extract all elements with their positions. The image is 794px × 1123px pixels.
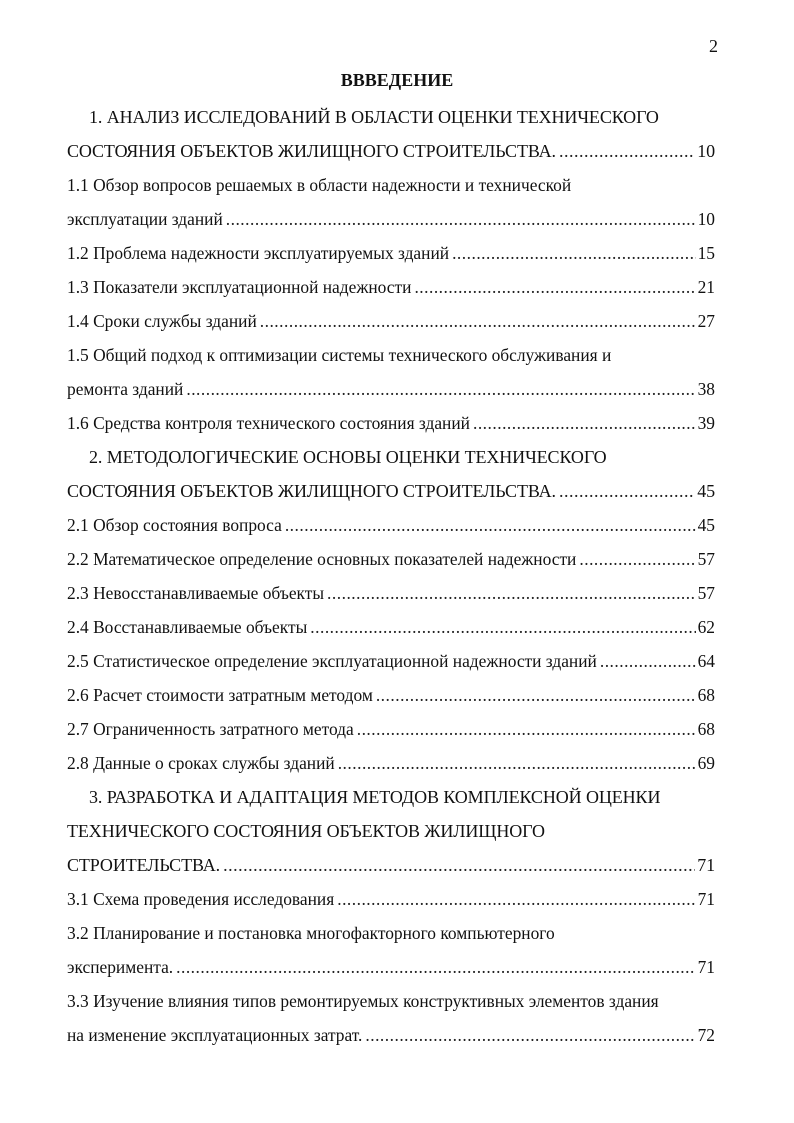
page-ref: 45 <box>697 515 715 535</box>
page-ref: 57 <box>697 583 715 603</box>
page-ref: 68 <box>697 685 715 705</box>
leader-dots <box>186 372 695 406</box>
section-1-1-entry <box>67 202 715 236</box>
section-2-7-entry <box>67 712 715 746</box>
page-ref: 71 <box>697 957 715 977</box>
section-2-3-entry <box>67 576 715 610</box>
chapter-2-entry <box>67 474 715 508</box>
page-ref: 10 <box>697 209 715 229</box>
chapter-1-title-line2: СОСТОЯНИЯ ОБЪЕКТОВ ЖИЛИЩНОГО СТРОИТЕЛЬСТВА. <box>67 141 556 161</box>
section-2-1-entry <box>67 508 715 542</box>
leader-dots <box>176 950 695 984</box>
page-ref: 45 <box>697 481 715 501</box>
page-ref: 69 <box>697 753 715 773</box>
chapter-3-title-line3: СТРОИТЕЛЬСТВА. <box>67 855 221 875</box>
chapter-2-title-line1: 2. МЕТОДОЛОГИЧЕСКИЕ ОСНОВЫ ОЦЕНКИ ТЕХНИЧЕСКОГО <box>89 447 607 467</box>
section-1-5-entry <box>67 372 715 406</box>
section-3-3-line1: 3.3 Изучение влияния типов ремонтируемых конструктивных элементов здания <box>67 991 659 1011</box>
section-3-2-line2: эксперимента. <box>67 957 174 977</box>
page-ref: 72 <box>697 1025 715 1045</box>
page-ref: 15 <box>697 243 715 263</box>
section-1-6-entry <box>67 406 715 440</box>
section-1-2-title: 1.2 Проблема надежности эксплуатируемых зданий <box>67 243 450 263</box>
page-ref: 39 <box>697 413 715 433</box>
chapter-2-title-line2: СОСТОЯНИЯ ОБЪЕКТОВ ЖИЛИЩНОГО СТРОИТЕЛЬСТВА. <box>67 481 556 501</box>
leader-dots <box>414 270 695 304</box>
leader-dots <box>338 746 696 780</box>
page-ref: 21 <box>697 277 715 297</box>
section-2-6-title: 2.6 Расчет стоимости затратным методом <box>67 685 373 705</box>
leader-dots <box>357 712 696 746</box>
page-ref: 64 <box>697 651 715 671</box>
section-3-3-line2: на изменение эксплуатационных затрат. <box>67 1025 363 1045</box>
section-2-5-entry <box>67 644 715 678</box>
section-2-4-title: 2.4 Восстанавливаемые объекты <box>67 617 308 637</box>
leader-dots <box>327 576 696 610</box>
section-3-3-entry <box>67 1018 715 1052</box>
section-2-5-title: 2.5 Статистическое определение эксплуатационной надежности зданий <box>67 651 597 671</box>
section-1-1-line2: эксплуатации зданий <box>67 209 223 229</box>
section-2-2-title: 2.2 Математическое определение основных показателей надежности <box>67 549 577 569</box>
page-ref: 62 <box>697 617 715 637</box>
page-ref: 10 <box>697 141 715 161</box>
section-1-5-line1: 1.5 Общий подход к оптимизации системы технического обслуживания и <box>67 345 612 365</box>
section-1-5-line2: ремонта зданий <box>67 379 184 399</box>
section-1-6-title: 1.6 Средства контроля технического состояния зданий <box>67 413 470 433</box>
page-number: 2 <box>709 36 718 56</box>
leader-dots <box>579 542 695 576</box>
leader-dots <box>559 134 695 168</box>
page-ref: 57 <box>697 549 715 569</box>
page-ref: 71 <box>697 855 715 875</box>
leader-dots <box>473 406 696 440</box>
leader-dots <box>260 304 696 338</box>
chapter-3-entry <box>67 848 715 882</box>
section-1-1-line1: 1.1 Обзор вопросов решаемых в области надежности и технической <box>67 175 572 195</box>
leader-dots <box>376 678 696 712</box>
section-2-8-title: 2.8 Данные о сроках службы зданий <box>67 753 335 773</box>
section-1-3-title: 1.3 Показатели эксплуатационной надежности <box>67 277 412 297</box>
section-3-2-entry <box>67 950 715 984</box>
leader-dots <box>285 508 696 542</box>
section-2-4-entry <box>67 610 715 644</box>
page-ref: 68 <box>697 719 715 739</box>
leader-dots <box>600 644 696 678</box>
leader-dots <box>223 848 695 882</box>
section-2-8-entry <box>67 746 715 780</box>
chapter-3-title-line2: ТЕХНИЧЕСКОГО СОСТОЯНИЯ ОБЪЕКТОВ ЖИЛИЩНОГО <box>67 821 545 841</box>
chapter-1-entry <box>67 134 715 168</box>
leader-dots <box>365 1018 695 1052</box>
leader-dots <box>337 882 695 916</box>
section-2-1-title: 2.1 Обзор состояния вопроса <box>67 515 282 535</box>
section-3-1-entry <box>67 882 715 916</box>
section-1-2-entry <box>67 236 715 270</box>
section-2-3-title: 2.3 Невосстанавливаемые объекты <box>67 583 325 603</box>
section-2-6-entry <box>67 678 715 712</box>
leader-dots <box>452 236 696 270</box>
section-3-1-title: 3.1 Схема проведения исследования <box>67 889 335 909</box>
heading-introduction: ВВВЕДЕНИЕ <box>340 70 454 90</box>
section-3-2-line1: 3.2 Планирование и постановка многофакторного компьютерного <box>67 923 555 943</box>
section-1-3-entry <box>67 270 715 304</box>
table-of-contents <box>67 100 715 1052</box>
page-ref: 71 <box>697 889 715 909</box>
section-1-4-entry <box>67 304 715 338</box>
chapter-1-title-line1: 1. АНАЛИЗ ИССЛЕДОВАНИЙ В ОБЛАСТИ ОЦЕНКИ ТЕХНИЧЕСКОГО <box>89 107 659 127</box>
section-1-4-title: 1.4 Сроки службы зданий <box>67 311 257 331</box>
leader-dots <box>559 474 695 508</box>
leader-dots <box>310 610 695 644</box>
section-2-7-title: 2.7 Ограниченность затратного метода <box>67 719 354 739</box>
chapter-3-title-line1: 3. РАЗРАБОТКА И АДАПТАЦИЯ МЕТОДОВ КОМПЛЕКСНОЙ ОЦЕНКИ <box>89 787 661 807</box>
page-ref: 38 <box>697 379 715 399</box>
section-2-2-entry <box>67 542 715 576</box>
leader-dots <box>226 202 696 236</box>
page-ref: 27 <box>697 311 715 331</box>
